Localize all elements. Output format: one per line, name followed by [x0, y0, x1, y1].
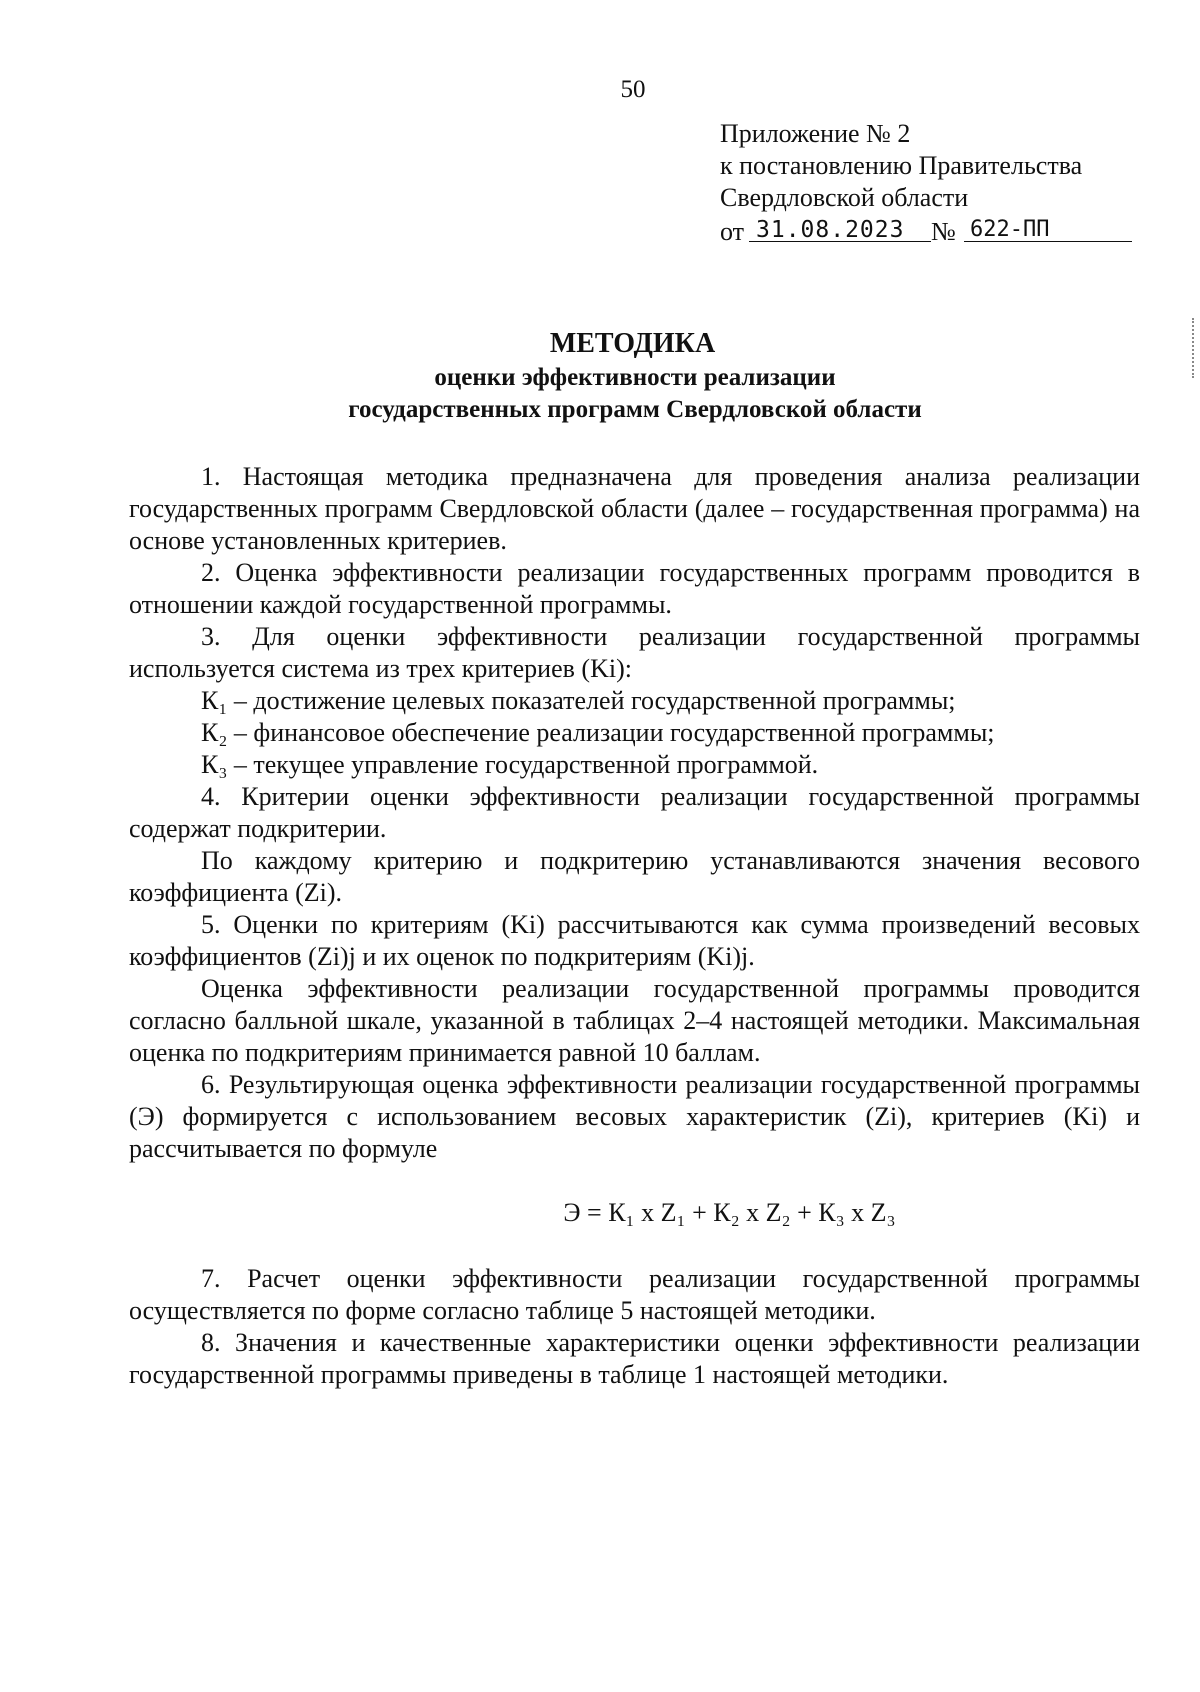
- paragraph-4: 4. Критерии оценки эффективности реализации государственной программы содержат подкритерии.: [129, 782, 1140, 843]
- date-prefix: от: [720, 217, 745, 246]
- paragraph-3: 3. Для оценки эффективности реализации государственной программы используется система из трех критериев (Ki):: [129, 622, 1140, 683]
- appendix-date-line: [720, 214, 1082, 248]
- paragraph-1: 1. Настоящая методика предназначена для проведения анализа реализации государственных программ Свердловской области (далее – государственная программа) на основе установленных критериев.: [129, 462, 1140, 555]
- efficiency-formula: Э = К₁ х Z₁ + К₂ х Z₂ + К₃ х Z₃: [563, 1198, 896, 1227]
- appendix-line-1: Приложение № 2: [720, 119, 911, 148]
- document-title: [0, 326, 1200, 426]
- paragraph-5b: Оценка эффективности реализации государственной программы проводится согласно балльной шкале, указанной в таблицах 2–4 настоящей методики. Максимальная оценка по подкритериям принимается равной 10 баллам.: [129, 974, 1140, 1067]
- title-line-2: оценки эффективности реализации: [434, 364, 836, 391]
- date-value: 31.08.2023: [756, 217, 905, 243]
- paragraph-4b: По каждому критерию и подкритерию устанавливаются значения весового коэффициента (Zi).: [129, 846, 1140, 907]
- paragraph-6: 6. Результирующая оценка эффективности реализации государственной программы (Э) формируется с использованием весовых характеристик (Zi), критериев (Ki) и рассчитывается по формуле: [129, 1070, 1140, 1163]
- number-prefix: №: [931, 217, 956, 246]
- paragraph-2: 2. Оценка эффективности реализации государственных программ проводится в отношении каждой государственной программы.: [129, 558, 1140, 619]
- document-body: [129, 461, 1140, 1391]
- criterion-k3: К₃ – текущее управление государственной программой.: [201, 750, 819, 779]
- paragraph-7: 7. Расчет оценки эффективности реализации государственной программы осуществляется по форме согласно таблице 5 настоящей методики.: [129, 1264, 1140, 1325]
- appendix-line-2: к постановлению Правительства: [720, 151, 1083, 180]
- page-number: 50: [620, 76, 646, 103]
- criterion-k2: К₂ – финансовое обеспечение реализации государственной программы;: [201, 718, 995, 747]
- document-number-value: 622-ПП: [970, 217, 1050, 242]
- criterion-k1: К₁ – достижение целевых показателей государственной программы;: [201, 686, 956, 715]
- title-line-3: государственных программ Свердловской области: [348, 396, 922, 423]
- appendix-header: [720, 118, 1082, 248]
- paragraph-8: 8. Значения и качественные характеристики оценки эффективности реализации государственной программы приведены в таблице 1 настоящей методики.: [129, 1328, 1140, 1389]
- appendix-line-3: Свердловской области: [720, 183, 969, 212]
- scan-edge-marks: [1192, 318, 1196, 378]
- title-main: МЕТОДИКА: [549, 328, 716, 359]
- paragraph-5: 5. Оценки по критериям (Ki) рассчитываются как сумма произведений весовых коэффициентов (Zi)j и их оценок по подкритериям (Ki)j.: [129, 910, 1140, 971]
